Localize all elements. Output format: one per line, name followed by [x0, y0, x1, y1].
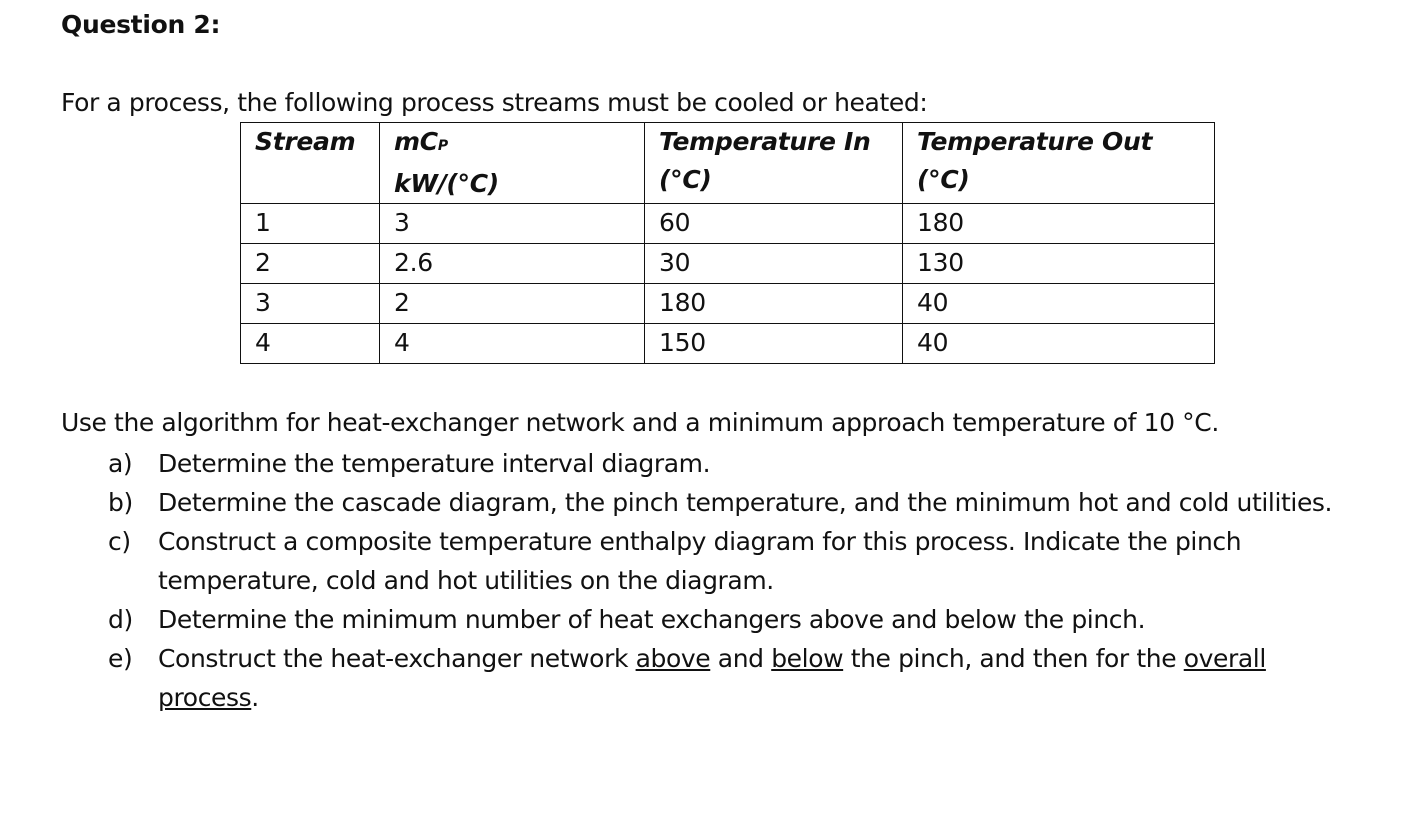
item-text: Construct a composite temperature enthalpy diagram for this process. Indicate the pinch temperature, cold and hot utilities on the diagram.: [158, 527, 1242, 595]
table-row: [241, 244, 1215, 284]
item-marker: d): [108, 605, 133, 634]
table-row: [241, 324, 1215, 364]
task-statement: Use the algorithm for heat-exchanger network and a minimum approach temperature of 10 °C.: [61, 408, 1219, 437]
underlined-below: below: [771, 644, 844, 673]
header-temp-out: Temperature Out (°C): [903, 123, 1215, 204]
item-text-part: .: [251, 683, 259, 712]
header-mcp: mCP kW/(°C): [380, 123, 645, 204]
item-text: Determine the minimum number of heat exchangers above and below the pinch.: [158, 605, 1146, 634]
cell-temp-out: 130: [903, 244, 1215, 284]
intro-text: For a process, the following process streams must be cooled or heated:: [61, 88, 928, 117]
cell-stream: 3: [241, 284, 380, 324]
cell-mcp: 4: [380, 324, 645, 364]
item-marker: b): [108, 488, 133, 517]
cell-temp-in: 60: [645, 204, 903, 244]
header-temp-in: Temperature In (°C): [645, 123, 903, 204]
table-row: [241, 204, 1215, 244]
item-marker: e): [108, 644, 133, 673]
list-item-c: [108, 522, 1368, 600]
item-marker: a): [108, 449, 133, 478]
sub-question-list: [108, 444, 1368, 717]
mcp-unit: kW/(°C): [394, 169, 499, 198]
cell-stream: 4: [241, 324, 380, 364]
item-text-part: and: [710, 644, 772, 673]
cell-temp-out: 40: [903, 324, 1215, 364]
list-item-a: [108, 444, 1368, 483]
temp-out-unit: (°C): [917, 165, 970, 194]
cell-mcp: 2: [380, 284, 645, 324]
cell-mcp: 3: [380, 204, 645, 244]
item-text-part: the pinch, and then for the: [843, 644, 1184, 673]
underlined-above: above: [635, 644, 711, 673]
cell-temp-in: 150: [645, 324, 903, 364]
underlined-overall-process: overall process: [158, 644, 1266, 712]
list-item-d: [108, 600, 1368, 639]
list-item-b: [108, 483, 1368, 522]
cell-temp-in: 180: [645, 284, 903, 324]
cell-temp-out: 40: [903, 284, 1215, 324]
list-item-e: [108, 639, 1368, 717]
item-marker: c): [108, 527, 131, 556]
header-stream: Stream: [241, 123, 380, 204]
table-row: [241, 284, 1215, 324]
cell-mcp: 2.6: [380, 244, 645, 284]
cell-temp-out: 180: [903, 204, 1215, 244]
cell-temp-in: 30: [645, 244, 903, 284]
item-text: Determine the temperature interval diagram.: [158, 449, 711, 478]
item-text-part: Construct the heat-exchanger network: [158, 644, 636, 673]
item-text: Determine the cascade diagram, the pinch temperature, and the minimum hot and cold utilities.: [158, 488, 1333, 517]
temp-in-unit: (°C): [659, 165, 712, 194]
mcp-subscript: P: [437, 138, 448, 154]
streams-table: [240, 122, 1215, 364]
cell-stream: 1: [241, 204, 380, 244]
cell-stream: 2: [241, 244, 380, 284]
question-title: Question 2:: [61, 10, 221, 39]
table-header-row: [241, 123, 1215, 204]
